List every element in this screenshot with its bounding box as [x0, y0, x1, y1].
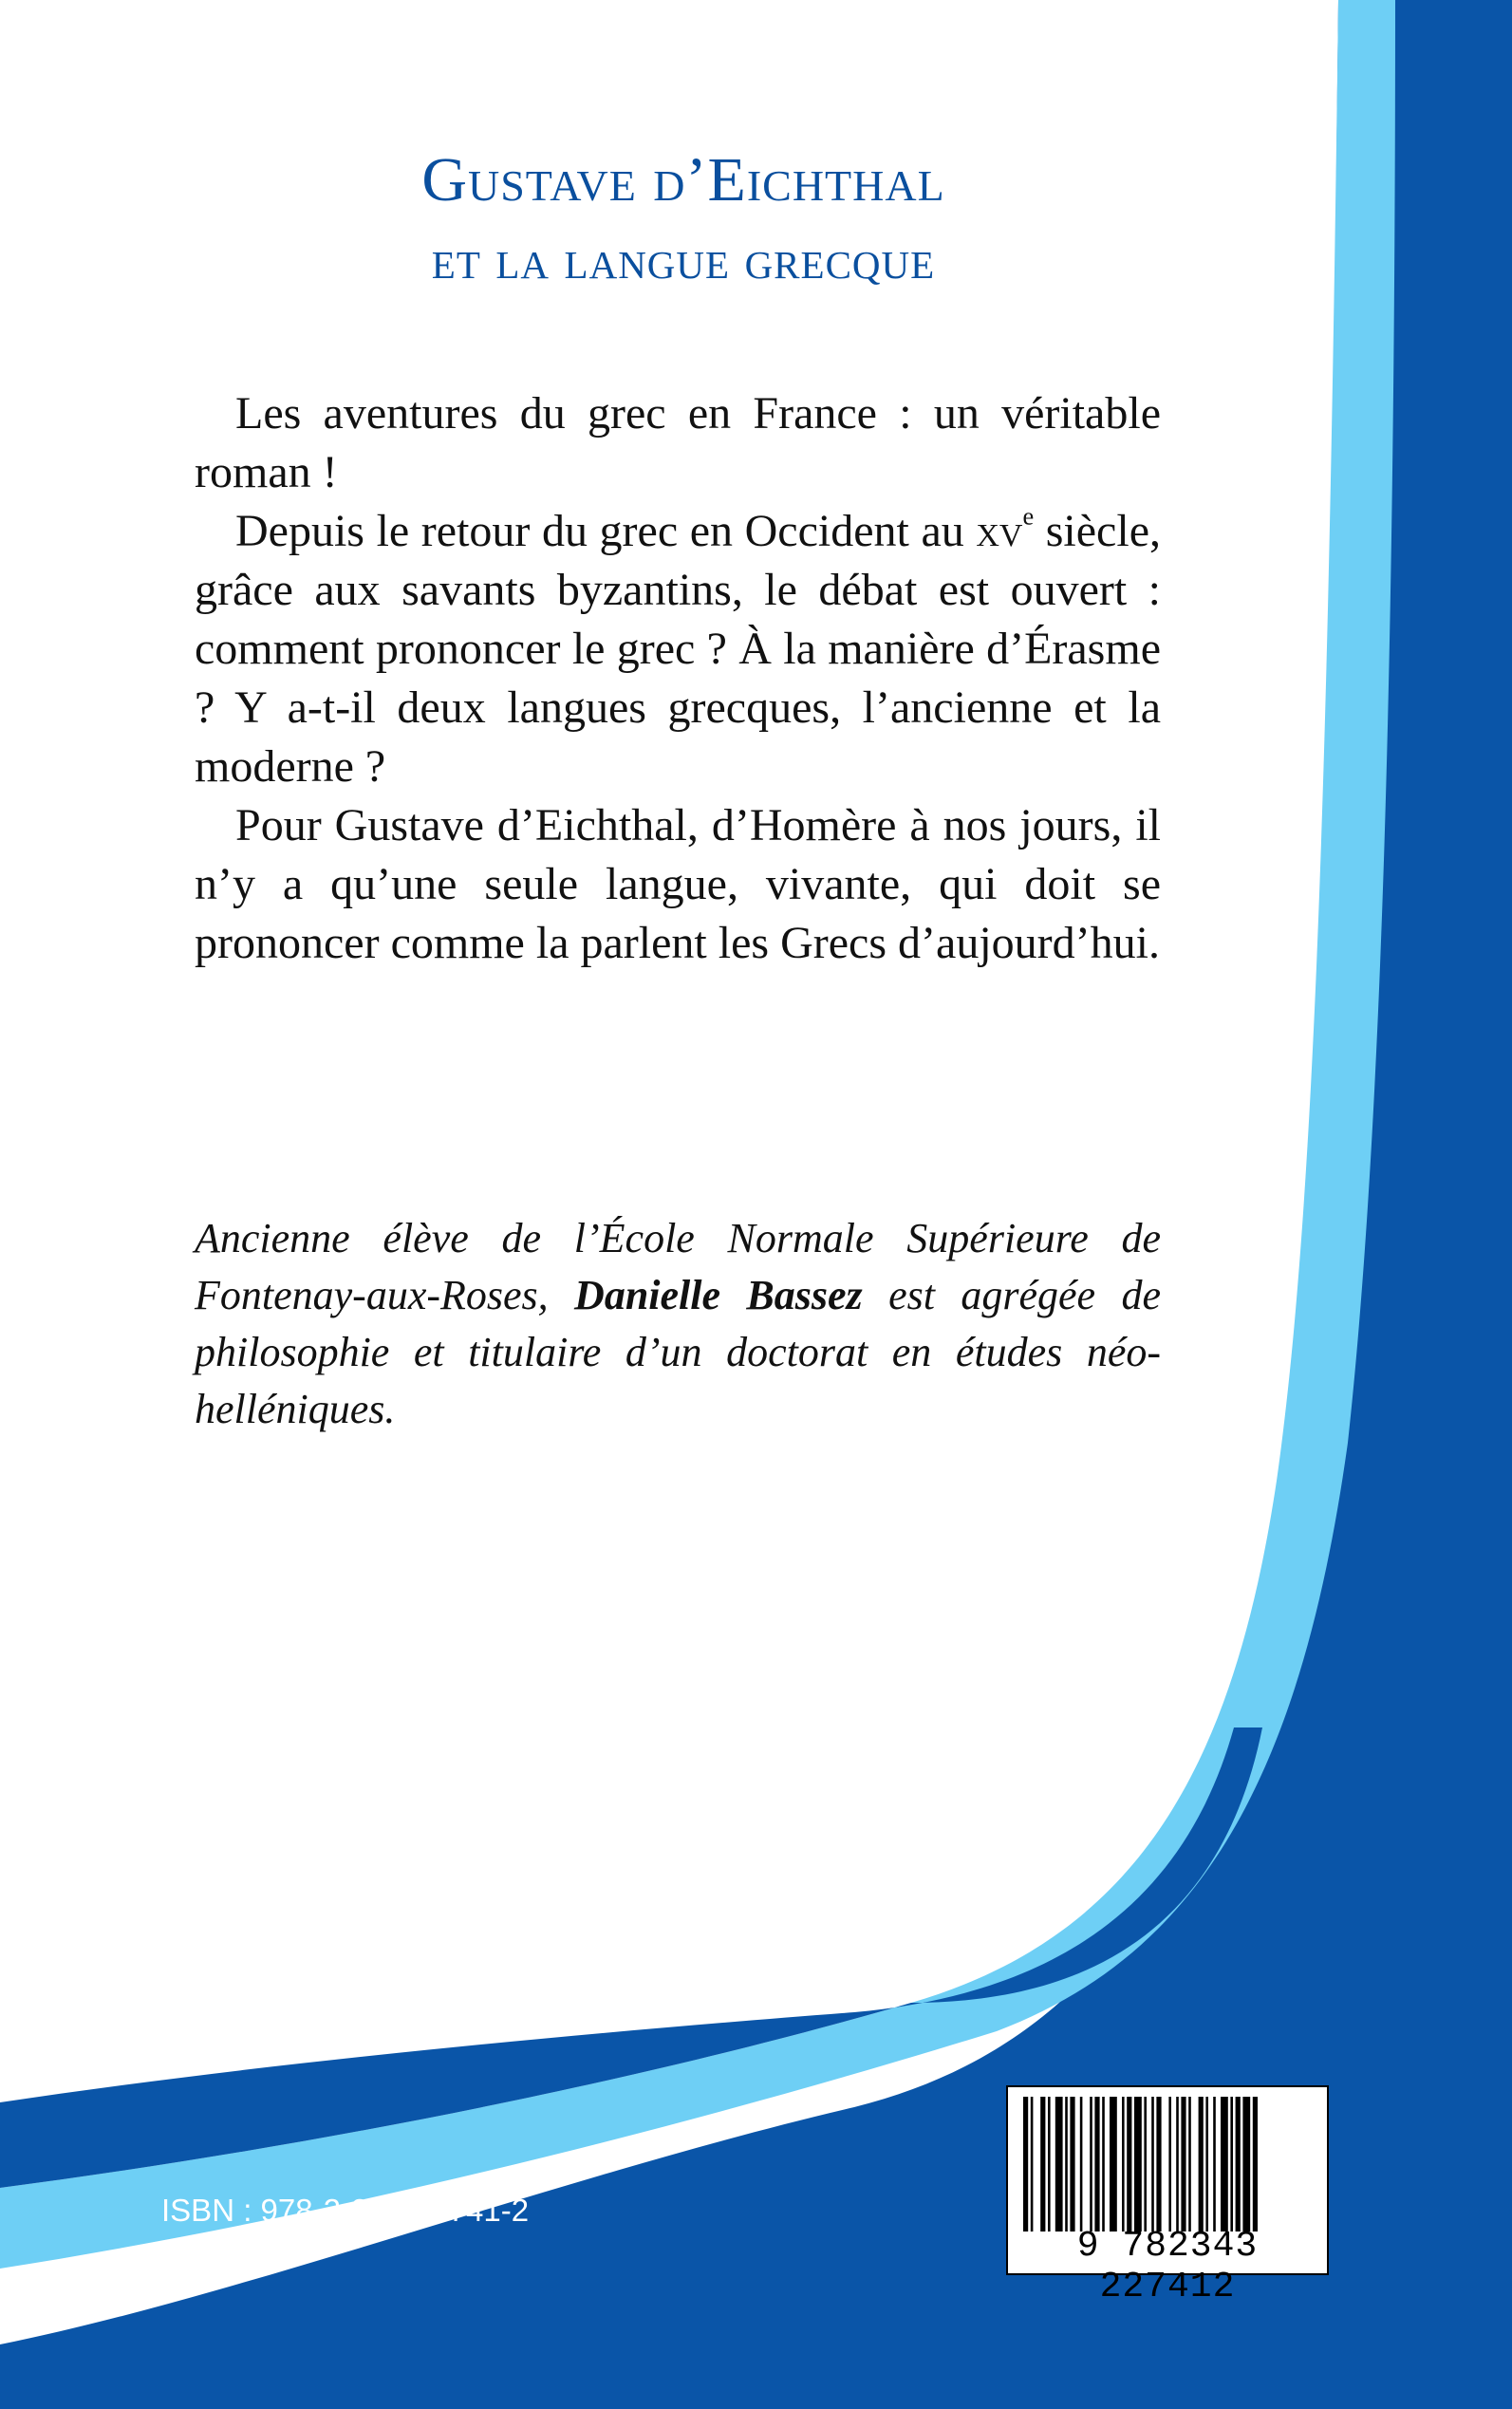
- blurb-paragraph-3: Pour Gustave d’Eichthal, d’Homère à nos jours, il n’y a qu’une seule langue, vivante, qui doit se prononcer comme la parlent les Grecs d’aujourd’hui.: [195, 800, 1161, 968]
- blurb-p2-end: siècle, grâce aux savants byzantins, le débat est ouvert : comment prononcer le grec ? À la manière d’Érasme ? Y a-t-il deux langues grecques, l’ancienne et la moderne ?: [195, 506, 1162, 792]
- barcode-digits: 9 782343 227412: [1076, 2226, 1259, 2307]
- price-label: 21 €: [161, 2245, 223, 2280]
- author-name: Danielle Bassez: [574, 1272, 863, 1318]
- barcode-bars: [1019, 2097, 1319, 2232]
- bio-end: est agrégée de philosophie et titulaire d’un doctorat en études néo-helléniques.: [195, 1272, 1161, 1432]
- book-title-line1: Gustave d’Eichthal: [421, 145, 945, 215]
- blurb-paragraph-1: Les aventures du grec en France : un véritable roman !: [195, 388, 1161, 497]
- blurb: [195, 384, 1161, 973]
- book-title-line2: et la langue grecque: [431, 229, 936, 290]
- bio-start: Ancienne élève de l’École Normale Supérieure de Fontenay-aux-Roses,: [195, 1215, 1161, 1318]
- author-bio: [195, 1210, 1161, 1438]
- blurb-paragraph-2: [195, 502, 1161, 796]
- century-numeral: xv: [976, 506, 1023, 556]
- barcode: [1006, 2085, 1329, 2307]
- isbn-label: ISBN : 978-2-343-22741-2: [161, 2193, 530, 2228]
- century-superscript: e: [1022, 501, 1035, 531]
- blurb-p2-start: Depuis le retour du grec en Occident au: [235, 506, 977, 556]
